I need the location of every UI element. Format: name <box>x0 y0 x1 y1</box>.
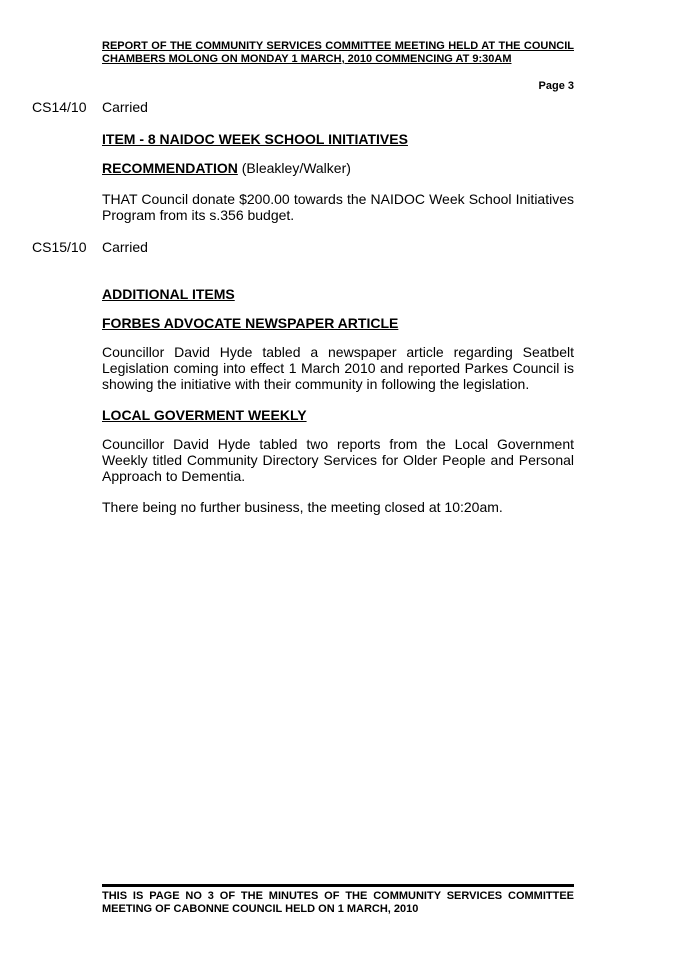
page-footer: THIS IS PAGE NO 3 OF THE MINUTES OF THE COMMUNITY SERVICES COMMITTEE MEETING OF CABONNE COUNCIL HELD ON 1 MARCH, 2010 <box>102 884 574 916</box>
recommendation-label: RECOMMENDATION <box>102 160 238 176</box>
recommendation-line <box>102 160 574 176</box>
resolution-number: CS15/10 <box>32 239 87 255</box>
report-header: REPORT OF THE COMMUNITY SERVICES COMMITTEE MEETING HELD AT THE COUNCIL CHAMBERS MOLONG ON MONDAY 1 MARCH, 2010 COMMENCING AT 9:30AM <box>102 40 574 65</box>
page-number: Page 3 <box>538 80 574 92</box>
local-government-body: Councillor David Hyde tabled two reports from the Local Government Weekly titled Community Directory Services for Older People and Personal Approach to Dementia. <box>102 436 574 484</box>
closing-statement: There being no further business, the meeting closed at 10:20am. <box>102 499 503 515</box>
forbes-advocate-body: Councillor David Hyde tabled a newspaper article regarding Seatbelt Legislation coming into effect 1 March 2010 and reported Parkes Council is showing the initiative with their community in following the legislation. <box>102 344 574 392</box>
item-8-body: THAT Council donate $200.00 towards the NAIDOC Week School Initiatives Program from its s.356 budget. <box>102 191 574 223</box>
resolution-status: Carried <box>102 99 148 115</box>
resolution-number: CS14/10 <box>32 99 87 115</box>
resolution-status: Carried <box>102 239 148 255</box>
recommendation-movers: (Bleakley/Walker) <box>237 160 351 176</box>
item-8-heading: ITEM - 8 NAIDOC WEEK SCHOOL INITIATIVES <box>102 131 408 147</box>
additional-items-heading: ADDITIONAL ITEMS <box>102 286 235 302</box>
forbes-advocate-heading: FORBES ADVOCATE NEWSPAPER ARTICLE <box>102 315 399 331</box>
local-government-heading: LOCAL GOVERMENT WEEKLY <box>102 407 307 423</box>
